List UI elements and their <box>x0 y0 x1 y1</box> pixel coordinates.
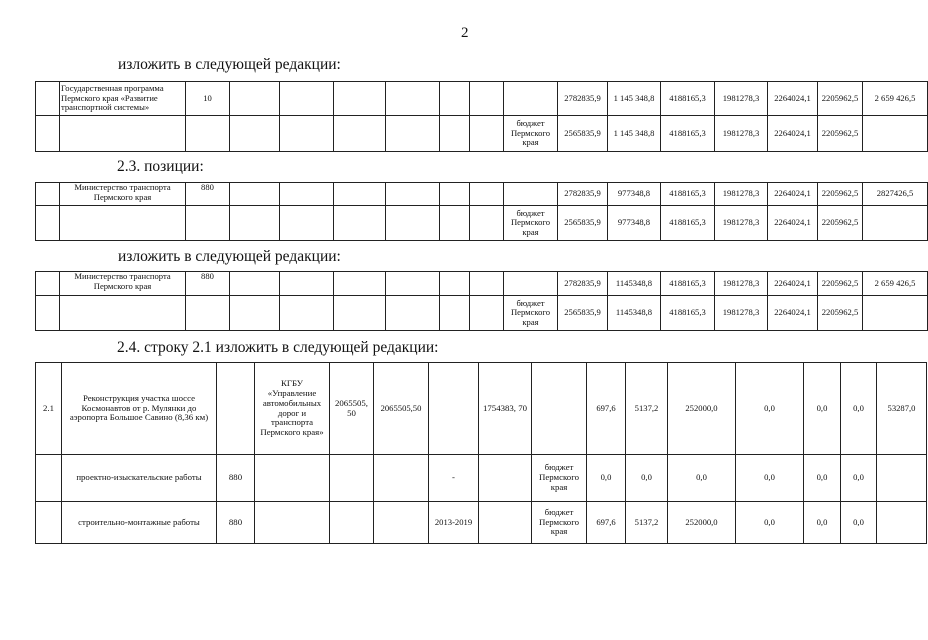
cell-value: 2782835,9 <box>558 183 608 206</box>
executor-name: КГБУ «Управление автомобильных дорог и транспорта Пермского края» <box>255 363 330 455</box>
heading-new-edition-1: изложить в следующей редакции: <box>118 56 341 73</box>
cell-value: 1981278,3 <box>715 116 768 152</box>
work-code: 880 <box>217 502 255 544</box>
work-period: - <box>429 455 479 502</box>
cell-value: 1981278,3 <box>715 296 768 331</box>
cell-value: 2264024,1 <box>768 296 818 331</box>
cell-value: 2205962,5 <box>818 272 863 296</box>
cell-value: 1981278,3 <box>715 272 768 296</box>
cell-value: 4188165,3 <box>661 183 715 206</box>
cell-value: 0,0 <box>668 455 736 502</box>
funding-source: бюджет Пермского края <box>504 116 558 152</box>
cell-value: 2264024,1 <box>768 206 818 241</box>
ministry-code: 880 <box>186 272 230 296</box>
table-row <box>36 363 927 455</box>
cell-value: 0,0 <box>804 502 841 544</box>
heading-positions: 2.3. позиции: <box>117 158 204 175</box>
program-code: 10 <box>186 82 230 116</box>
cell-value: 0,0 <box>841 455 877 502</box>
row-number: 2.1 <box>36 363 62 455</box>
cell-value: 2264024,1 <box>768 116 818 152</box>
program-name: Государственная программа Пермского края «Развитие транспортной системы» <box>60 82 186 116</box>
cell-value: 2827426,5 <box>863 183 928 206</box>
cell-value: 2782835,9 <box>558 82 608 116</box>
cell-value: 4188165,3 <box>661 116 715 152</box>
table-row <box>36 296 928 331</box>
cell-value: 0,0 <box>804 455 841 502</box>
page-number: 2 <box>461 25 469 41</box>
heading-row-2-1: 2.4. строку 2.1 изложить в следующей редакции: <box>117 339 439 356</box>
cell-value: 5137,2 <box>626 363 668 455</box>
cell-value: 2264024,1 <box>768 272 818 296</box>
cell-value: 2565835,9 <box>558 116 608 152</box>
table-row <box>36 272 928 296</box>
ministry-code: 880 <box>186 183 230 206</box>
cell-value: 2205962,5 <box>818 296 863 331</box>
cell-value: 4188165,3 <box>661 272 715 296</box>
cell-value: 53287,0 <box>877 363 927 455</box>
cell-value: 2205962,5 <box>818 206 863 241</box>
cell-value: 2565835,9 <box>558 296 608 331</box>
cell-value: 977348,8 <box>608 206 661 241</box>
ministry-name: Министерство транспорта Пермского края <box>60 183 186 206</box>
ministry-name: Министерство транспорта Пермского края <box>60 272 186 296</box>
cell-value: 2565835,9 <box>558 206 608 241</box>
cell-value: 2205962,5 <box>818 116 863 152</box>
cell-value: 0,0 <box>736 455 804 502</box>
work-type: проектно-изыскательские работы <box>62 455 217 502</box>
cell-value: 1 145 348,8 <box>608 82 661 116</box>
funding-source: бюджет Пермского края <box>504 296 558 331</box>
table-ministry-new <box>35 271 928 331</box>
cell-value: 2264024,1 <box>768 82 818 116</box>
cell-value: 0,0 <box>841 363 877 455</box>
cell-value: 697,6 <box>587 502 626 544</box>
cell-value: 1981278,3 <box>715 183 768 206</box>
object-name: Реконструкция участка шоссе Космонавтов от р. Мулянки до аэропорта Большое Савино (8,36 км) <box>62 363 217 455</box>
work-period: 2013-2019 <box>429 502 479 544</box>
cell-value: 2065505, 50 <box>330 363 374 455</box>
cell-value: 4188165,3 <box>661 206 715 241</box>
cell-value: 1981278,3 <box>715 82 768 116</box>
funding-source: бюджет Пермского края <box>504 206 558 241</box>
cell-value: 5137,2 <box>626 502 668 544</box>
funding-source: бюджет Пермского края <box>532 502 587 544</box>
cell-value: 0,0 <box>736 502 804 544</box>
cell-value: 0,0 <box>736 363 804 455</box>
table-program-new <box>35 81 928 152</box>
cell-value: 697,6 <box>587 363 626 455</box>
cell-value: 977348,8 <box>608 183 661 206</box>
cell-value: 0,0 <box>804 363 841 455</box>
table-row <box>36 82 928 116</box>
cell-value: 1981278,3 <box>715 206 768 241</box>
table-reconstruction <box>35 362 927 544</box>
cell-value: 252000,0 <box>668 502 736 544</box>
table-row <box>36 502 927 544</box>
cell-value: 1754383, 70 <box>479 363 532 455</box>
work-code: 880 <box>217 455 255 502</box>
cell-value: 1145348,8 <box>608 272 661 296</box>
table-row <box>36 455 927 502</box>
cell-value: 2 659 426,5 <box>863 272 928 296</box>
cell-value: 0,0 <box>626 455 668 502</box>
cell-value: 1145348,8 <box>608 296 661 331</box>
cell-value: 4188165,3 <box>661 296 715 331</box>
cell-value: 2 659 426,5 <box>863 82 928 116</box>
table-ministry-old <box>35 182 928 241</box>
cell-value: 2205962,5 <box>818 82 863 116</box>
cell-value: 0,0 <box>841 502 877 544</box>
heading-new-edition-2: изложить в следующей редакции: <box>118 248 341 265</box>
cell-value: 1 145 348,8 <box>608 116 661 152</box>
cell-value: 2264024,1 <box>768 183 818 206</box>
cell-value: 4188165,3 <box>661 82 715 116</box>
cell-value: 2065505,50 <box>374 363 429 455</box>
cell-value: 0,0 <box>587 455 626 502</box>
work-type: строительно-монтажные работы <box>62 502 217 544</box>
funding-source: бюджет Пермского края <box>532 455 587 502</box>
cell-value: 2782835,9 <box>558 272 608 296</box>
table-row <box>36 183 928 206</box>
cell-value: 252000,0 <box>668 363 736 455</box>
table-row <box>36 116 928 152</box>
table-row <box>36 206 928 241</box>
cell-value: 2205962,5 <box>818 183 863 206</box>
